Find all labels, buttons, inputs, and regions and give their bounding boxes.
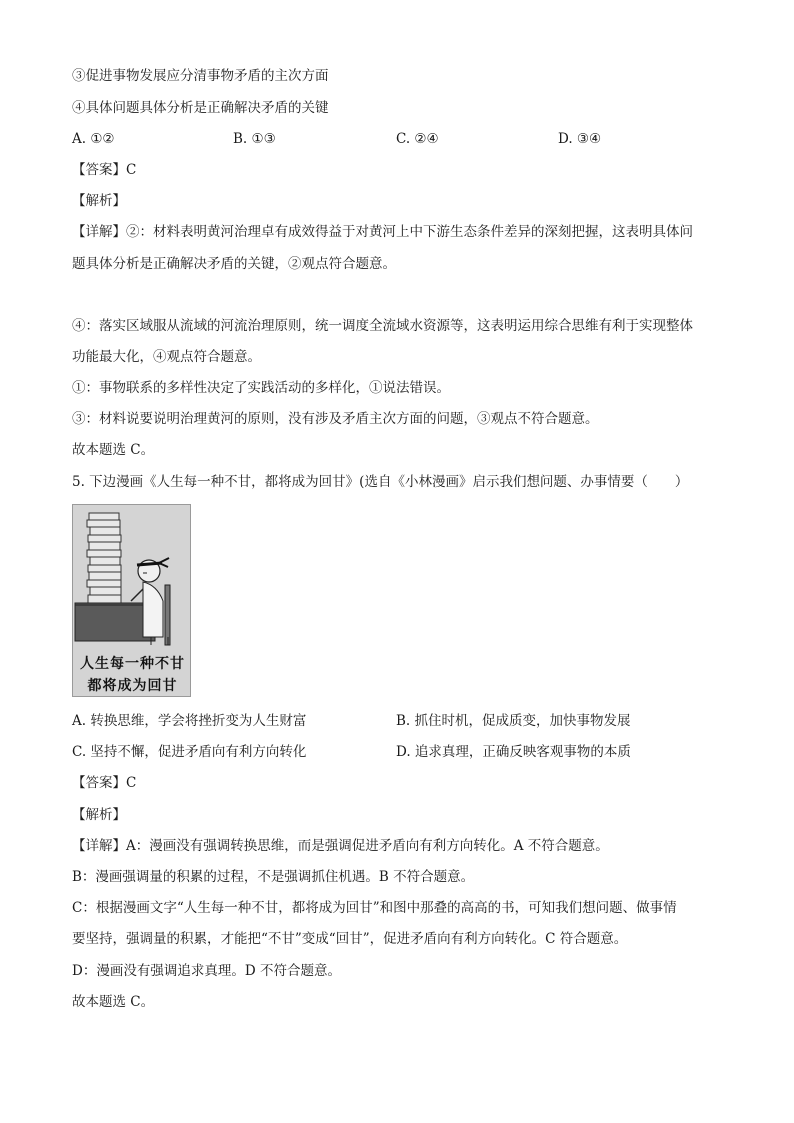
q5-detail-line-4: 要坚持，强调量的积累，才能把“不甘”变成“回甘”，促进矛盾向有利方向转化。C 符合题意。 — [72, 931, 628, 947]
q4-analysis-tag: 【解析】 — [72, 193, 126, 209]
q5-answer: 【答案】C — [72, 775, 137, 791]
q5-option-c: C. 坚持不懈，促进矛盾向有利方向转化 — [72, 744, 307, 760]
q5-option-b: B. 抓住时机，促成质变，加快事物发展 — [396, 713, 631, 729]
q5-detail-line-5: D：漫画没有强调追求真理。D 不符合题意。 — [72, 963, 341, 979]
q4-option-d: D. ③④ — [558, 131, 602, 147]
q5-option-a: A. 转换思维，学会将挫折变为人生财富 — [72, 713, 307, 729]
comic-caption-line-1: 人生每一种不甘 — [80, 656, 185, 672]
q5-conclusion: 故本题选 C。 — [72, 994, 155, 1010]
q4-statement-3: ③促进事物发展应分清事物矛盾的主次方面 — [72, 68, 329, 84]
q5-detail-line-2: B：漫画强调量的积累的过程，不是强调抓住机遇。B 不符合题意。 — [72, 869, 475, 885]
q4-statement-4: ④具体问题具体分析是正确解决矛盾的关键 — [72, 100, 329, 116]
q4-detail-line-4: 功能最大化，④观点符合题意。 — [72, 349, 261, 365]
q4-detail-line-5: ①：事物联系的多样性决定了实践活动的多样化，①说法错误。 — [72, 380, 450, 396]
comic-image — [72, 504, 191, 697]
q4-detail-line-1: 【详解】②：材料表明黄河治理卓有成效得益于对黄河上中下游生态条件差异的深刻把握，这表明具体问 — [72, 224, 693, 240]
q4-option-c: C. ②④ — [396, 131, 439, 147]
q5-option-d: D. 追求真理，正确反映客观事物的本质 — [396, 744, 631, 760]
q4-conclusion: 故本题选 C。 — [72, 442, 155, 458]
q4-detail-line-2: 题具体分析是正确解决矛盾的关键，②观点符合题意。 — [72, 256, 396, 272]
q4-detail-line-6: ③：材料说要说明治理黄河的原则，没有涉及矛盾主次方面的问题，③观点不符合题意。 — [72, 411, 599, 427]
q5-question: 5. 下边漫画《人生每一种不甘，都将成为回甘》(选自《小林漫画》启示我们想问题、办事情要（ ） — [72, 474, 689, 490]
q4-detail-line-3: ④：落实区域服从流域的河流治理原则，统一调度全流域水资源等，这表明运用综合思维有利于实现整体 — [72, 318, 693, 334]
q4-option-a: A. ①② — [72, 131, 115, 147]
q5-analysis-tag: 【解析】 — [72, 807, 126, 823]
q5-detail-line-3: C：根据漫画文字“人生每一种不甘，都将成为回甘”和图中那叠的高高的书，可知我们想问题、做事情 — [72, 900, 677, 916]
comic-caption-line-2: 都将成为回甘 — [87, 678, 178, 694]
q5-detail-line-1: 【详解】A：漫画没有强调转换思维，而是强调促进矛盾向有利方向转化。A 不符合题意。 — [72, 838, 609, 854]
q4-answer: 【答案】C — [72, 162, 137, 178]
q4-option-b: B. ①③ — [233, 131, 276, 147]
